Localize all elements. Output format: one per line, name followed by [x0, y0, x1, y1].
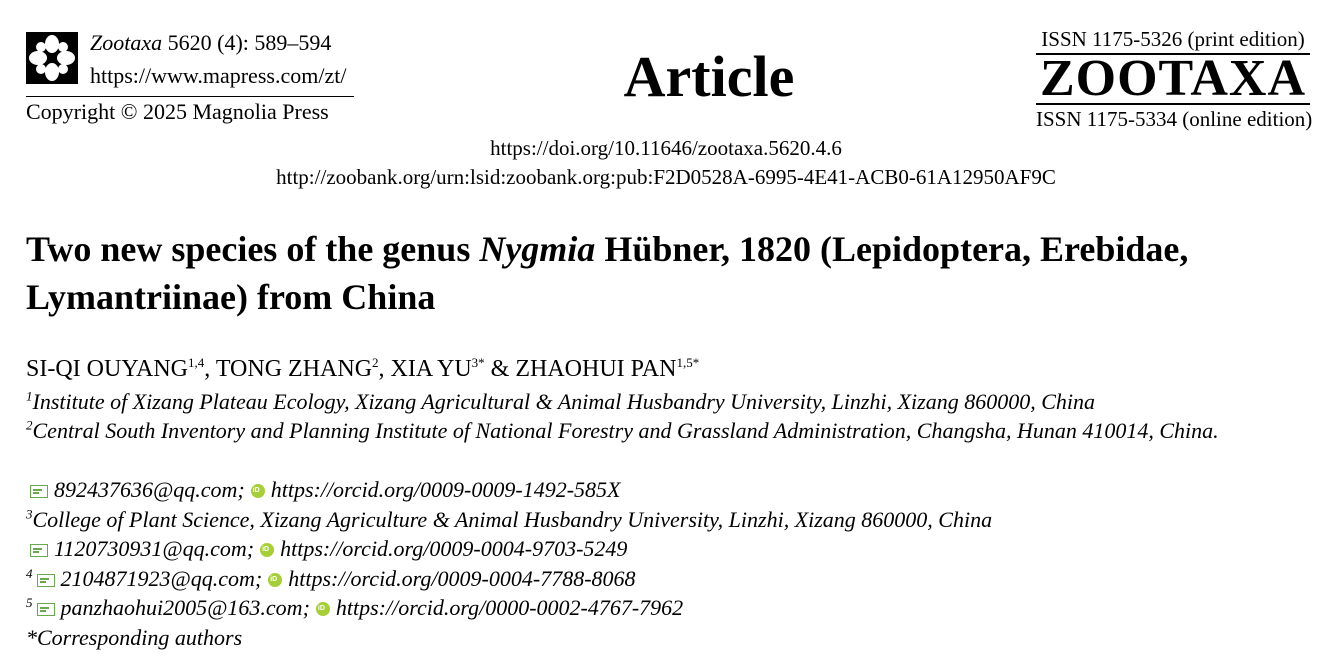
- issn-online: ISSN 1175-5334 (online edition): [1036, 107, 1313, 131]
- contact-3: $^4$ 2104871923@qq.com;iD https://orcid.org/0009-0004-7788-8068: [26, 564, 636, 594]
- email-link[interactable]: 1120730931@qq.com;: [54, 536, 255, 561]
- zootaxa-brand: ZOOTAXA: [1036, 53, 1310, 105]
- paper-title: Two new species of the genus Nygmia Hübner, 1820 (Lepidoptera, Erebidae, Lymantriinae) from China: [26, 229, 1189, 317]
- issn-print: ISSN 1175-5326 (print edition): [1041, 27, 1305, 51]
- author-name: ZHAOHUI PAN: [515, 356, 677, 382]
- email-link[interactable]: 892437636@qq.com;: [54, 477, 245, 502]
- email-link[interactable]: panzhaohui2005@163.com;: [60, 595, 310, 620]
- zoobank-link[interactable]: http://zoobank.org/urn:lsid:zoobank.org:pub:F2D0528A-6995-4E41-ACB0-61A12950AF9C: [276, 165, 1056, 189]
- envelope-icon: [30, 544, 48, 557]
- author-name: TONG ZHANG: [215, 356, 373, 382]
- journal-citation: 5620 (4): 589–594: [162, 30, 332, 55]
- journal-name: Zootaxa: [90, 30, 163, 55]
- contact-4: $^5$ panzhaohui2005@163.com;iD https://orcid.org/0000-0002-4767-7962: [26, 593, 683, 623]
- affiliation-3: $^3$College of Plant Science, Xizang Agriculture & Animal Husbandry University, Linzhi, Xizang 860000, China: [26, 506, 993, 532]
- orcid-link[interactable]: https://orcid.org/0009-0004-7788-8068: [288, 566, 636, 591]
- journal-url[interactable]: https://www.mapress.com/zt/: [90, 63, 347, 88]
- contact-1: [30, 475, 620, 505]
- orcid-icon: [316, 602, 330, 616]
- copyright: Copyright © 2025 Magnolia Press: [26, 99, 329, 124]
- author-list: SI-QI OUYANG$^{1,4}$, TONG ZHANG$^2$, XIA $YU^{3*}$ & ZHAOHUI $PAN^{1,5*}$: [26, 355, 700, 382]
- envelope-icon: [30, 485, 48, 498]
- orcid-link[interactable]: https://orcid.org/0009-0004-9703-5249: [280, 536, 628, 561]
- orcid-icon: [268, 573, 282, 587]
- envelope-icon: [37, 603, 55, 616]
- genus-name: Nygmia: [479, 229, 596, 269]
- zootaxa-masthead: [1036, 26, 1313, 132]
- affiliation-1: $^1$Institute of Xizang Plateau Ecology, Xizang Agricultural & Animal Husbandry University, Linzhi, Xizang 860000, China: [26, 388, 1095, 414]
- email-link[interactable]: 2104871923@qq.com;: [60, 566, 263, 591]
- identifiers: [0, 134, 1332, 192]
- affiliation-2: $^2$Central South Inventory and Planning Institute of National Forestry and Grassland Administration, Changsha, Hunan 410014, China.: [26, 417, 1219, 443]
- envelope-icon: [37, 574, 55, 587]
- orcid-icon: [251, 484, 265, 498]
- orcid-link[interactable]: https://orcid.org/0009-0009-1492-585X: [270, 477, 621, 502]
- author-name: SI-QI OUYANG: [26, 356, 188, 382]
- contact-2: [30, 534, 627, 564]
- orcid-icon: [260, 543, 274, 557]
- author-name: XIA YU: [390, 356, 472, 382]
- article-type: Article: [623, 44, 795, 109]
- doi-link[interactable]: https://doi.org/10.11646/zootaxa.5620.4.6: [490, 136, 842, 160]
- orcid-link[interactable]: https://orcid.org/0000-0002-4767-7962: [335, 595, 684, 620]
- corresponding-note: *Corresponding authors: [26, 625, 243, 650]
